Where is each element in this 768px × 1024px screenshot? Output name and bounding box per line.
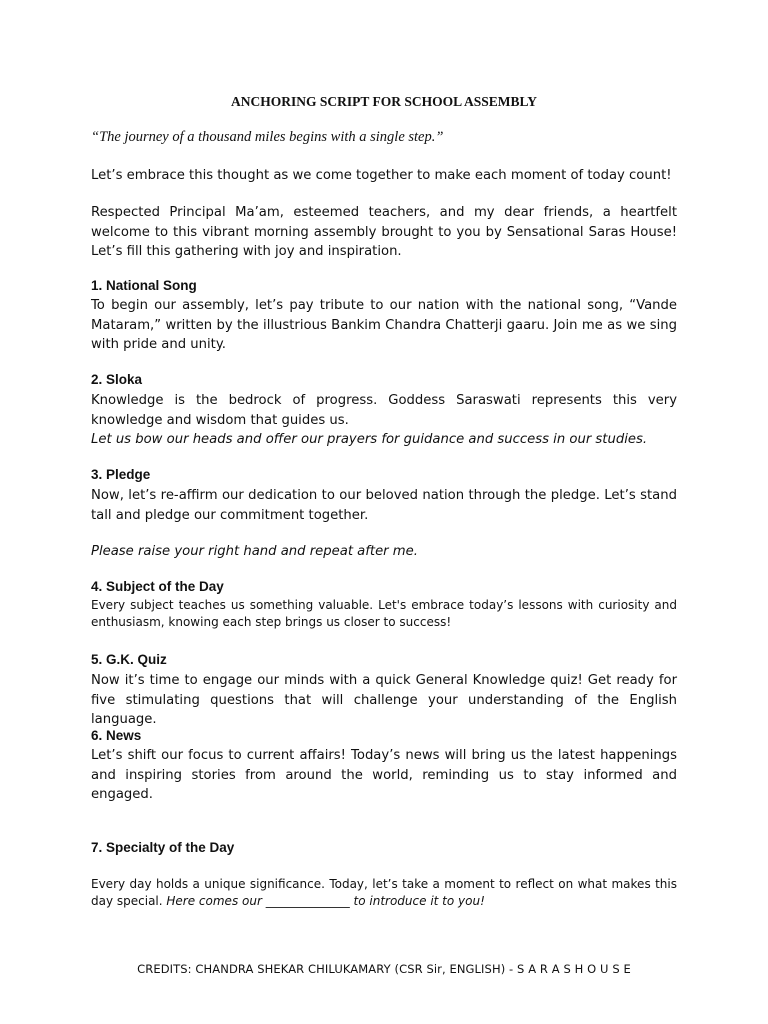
- section-heading-gk-quiz: 5. G.K. Quiz: [91, 652, 167, 667]
- news-text: Let’s shift our focus to current affairs! Today’s news will bring us the latest happenings and inspiring stories from around the world, reminding us to stay informed and engaged.: [91, 748, 677, 802]
- opening-quote: “The journey of a thousand miles begins with a single step.”: [91, 129, 444, 145]
- section-heading-specialty: 7. Specialty of the Day: [91, 840, 235, 855]
- specialty-text-main: Every day holds a unique significance. Today, let’s take a moment to reflect on what makes this day special.: [91, 877, 677, 908]
- sloka-text: [91, 391, 677, 450]
- welcome-paragraph: Respected Principal Ma’am, esteemed teachers, and my dear friends, a heartfelt welcome to this vibrant morning assembly brought to you by Sensational Saras House! Let’s fill this gathering with joy and inspiration.: [91, 205, 677, 259]
- document-title: ANCHORING SCRIPT FOR SCHOOL ASSEMBLY: [230, 94, 538, 109]
- specialty-text: [91, 876, 677, 910]
- section-heading-sloka: 2. Sloka: [91, 372, 143, 387]
- section-heading-subject: 4. Subject of the Day: [91, 579, 224, 594]
- section-heading-national-song: 1. National Song: [91, 278, 197, 293]
- national-song-text: To begin our assembly, let’s pay tribute to our nation with the national song, “Vande Mataram,” written by the illustrious Bankim Chandra Chatterji gaaru. Join me as we sing with pride and unity.: [91, 298, 677, 352]
- sloka-text-main: Knowledge is the bedrock of progress. Goddess Saraswati represents this very knowledge and wisdom that guides us.: [91, 393, 677, 428]
- subject-text: Every subject teaches us something valuable. Let's embrace today’s lessons with curiosity and enthusiasm, knowing each step brings us closer to success!: [91, 598, 677, 629]
- section-heading-news: 6. News: [91, 728, 142, 743]
- credits-footer: CREDITS: CHANDRA SHEKAR CHILUKAMARY (CSR Sir, ENGLISH) - S A R A S H O U S E: [137, 962, 631, 976]
- sloka-text-italic: Let us bow our heads and offer our prayers for guidance and success in our studies.: [91, 432, 648, 447]
- gk-quiz-text: Now it’s time to engage our minds with a quick General Knowledge quiz! Get ready for five stimulating questions that will challenge your understanding of the English language.: [91, 673, 677, 727]
- intro-paragraph: Let’s embrace this thought as we come together to make each moment of today count!: [91, 168, 672, 183]
- section-heading-pledge: 3. Pledge: [91, 467, 151, 482]
- pledge-instruction: Please raise your right hand and repeat after me.: [91, 544, 418, 559]
- pledge-text: Now, let’s re-affirm our dedication to our beloved nation through the pledge. Let’s stand tall and pledge our commitment together.: [91, 488, 677, 523]
- specialty-text-italic: Here comes our ______________ to introduce it to you!: [166, 894, 485, 908]
